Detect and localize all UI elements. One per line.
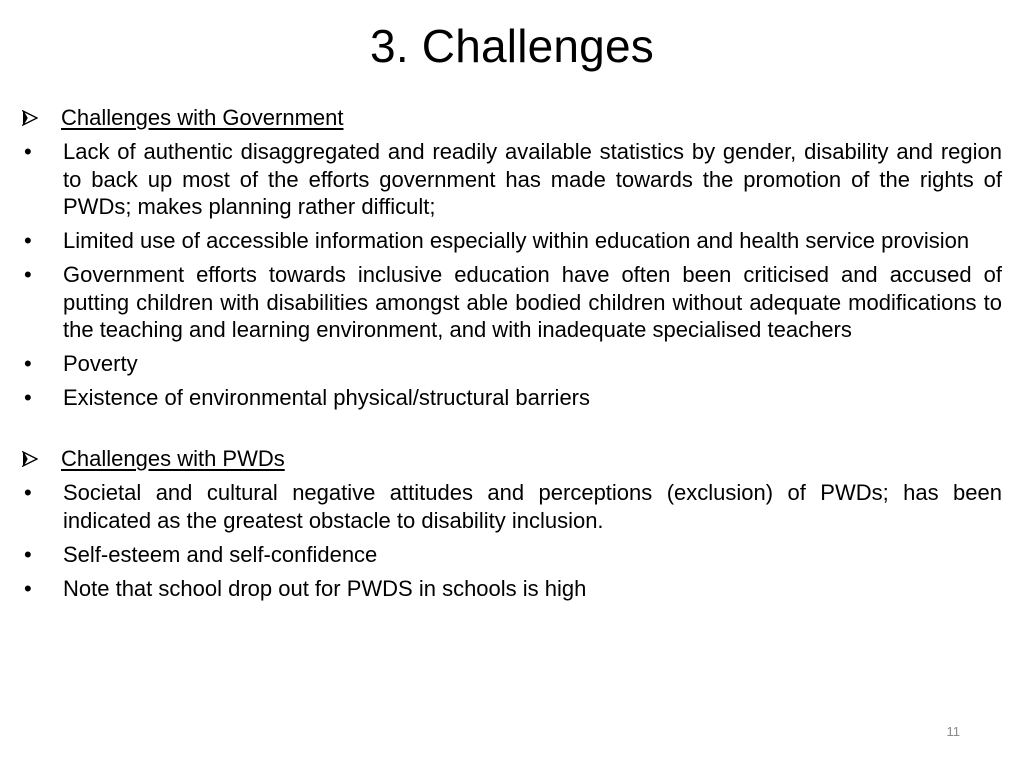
- list-item-text: Government efforts towards inclusive education have often been criticised and accused of putting children with disabilities amongst able bodied children without adequate modifications to the teaching and learning environment, and with inadequate specialised teachers: [63, 262, 1002, 342]
- bullet-icon: •: [24, 351, 32, 376]
- bullet-icon: •: [24, 385, 32, 410]
- page-number: 11: [946, 724, 960, 739]
- list-item: [22, 227, 1002, 255]
- section-heading-text: Challenges with Government: [61, 105, 344, 130]
- list-item: [22, 350, 1002, 378]
- section-heading-government: [22, 104, 1002, 132]
- bullet-icon: •: [24, 262, 32, 287]
- bullet-icon: •: [24, 139, 32, 164]
- bullet-icon: •: [24, 228, 32, 253]
- list-item-text: Existence of environmental physical/structural barriers: [63, 385, 591, 410]
- list-item: [22, 384, 1002, 412]
- list-item: [22, 138, 1002, 221]
- section-heading-text: Challenges with PWDs: [61, 446, 285, 471]
- list-item-text: Self-esteem and self-confidence: [63, 541, 378, 567]
- list-item-text: Note that school drop out for PWDS in schools is high: [63, 575, 587, 601]
- list-item: [22, 261, 1002, 344]
- list-item-text: Lack of authentic disaggregated and readily available statistics by gender, disability and region to back up most of the efforts government has made towards the promotion of the rights of PWDs; makes planning rather difficult;: [63, 139, 1002, 219]
- arrow-bullet-icon: [22, 104, 61, 132]
- arrow-bullet-icon: [22, 445, 61, 473]
- slide-content: [22, 104, 1002, 609]
- section-spacer: [22, 418, 1002, 445]
- list-item: [22, 575, 1002, 603]
- bullet-icon: •: [24, 575, 32, 601]
- list-item: [22, 541, 1002, 569]
- list-item-text: Limited use of accessible information especially within education and health service provision: [63, 228, 970, 253]
- bullet-icon: •: [24, 541, 32, 567]
- bullet-icon: •: [24, 480, 32, 505]
- list-item-text: Societal and cultural negative attitudes and perceptions (exclusion) of PWDs; has been indicated as the greatest obstacle to disability inclusion.: [63, 480, 1002, 533]
- section-heading-pwds: [22, 445, 1002, 473]
- slide-title: 3. Challenges: [370, 20, 654, 72]
- list-item: [22, 479, 1002, 534]
- list-item-text: Poverty: [63, 351, 138, 376]
